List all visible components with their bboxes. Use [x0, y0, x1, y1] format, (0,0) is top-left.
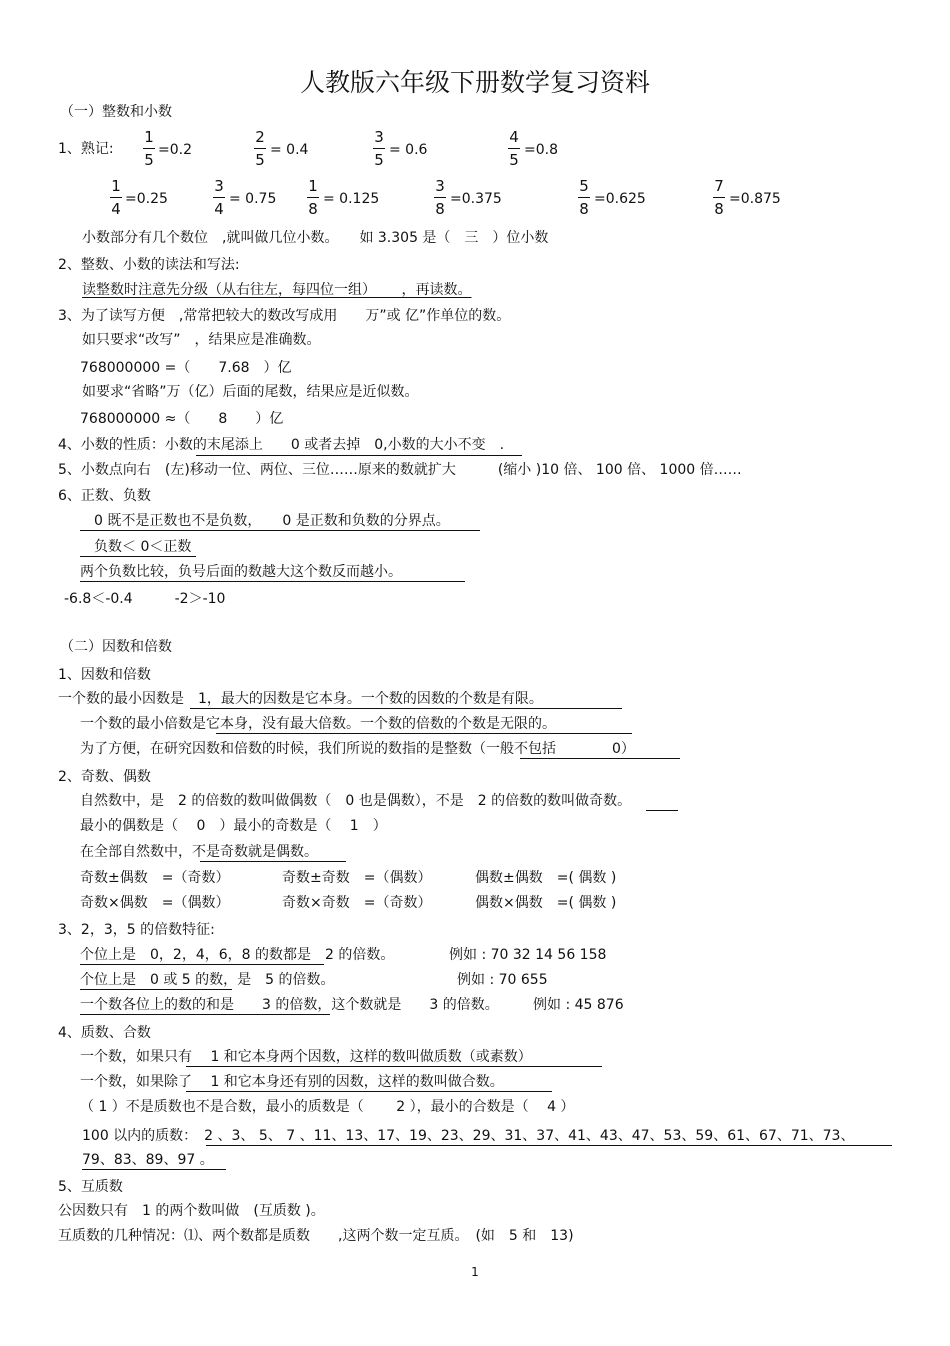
underline — [82, 1169, 226, 1170]
parity-rule: 偶数±偶数 =( 偶数 ) — [475, 870, 617, 886]
underline — [646, 810, 678, 811]
negative-compare-rule: 两个负数比较，负号后面的数越大这个数反而越小。 — [80, 564, 402, 580]
fraction-value: =0.625 — [594, 191, 646, 207]
underline — [216, 733, 632, 734]
multiple-rule: 一个数的最小倍数是它本身，没有最大倍数。一个数的倍数的个数是无限的。 — [80, 716, 556, 732]
fraction: 7 8 — [714, 177, 724, 218]
parity-rule: 奇数×偶数 =（偶数） — [80, 895, 230, 911]
underline — [80, 964, 324, 965]
compare-example: -6.8＜-0.4 -2＞-10 — [64, 591, 226, 607]
multiple-of-5-rule: 个位上是 0 或 5 的数，是 5 的倍数。 — [80, 972, 335, 988]
fraction-value: =0.875 — [729, 191, 781, 207]
underline — [520, 758, 680, 759]
coprime-heading: 5、互质数 — [58, 1179, 123, 1195]
fraction-value: =0.2 — [158, 142, 192, 158]
item-6-heading: 6、正数、负数 — [58, 488, 151, 504]
fraction: 1 8 — [308, 177, 318, 218]
fraction-value: =0.25 — [125, 191, 168, 207]
reading-rule: 读整数时注意先分级（从右往左，每四位一组） ，再读数。 — [82, 282, 472, 298]
odd-even-definition: 自然数中，是 2 的倍数的数叫做偶数（ 0 也是偶数），不是 2 的倍数的数叫做奇数。 — [80, 793, 632, 809]
parity-rule: 奇数×奇数 =（奇数） — [282, 895, 432, 911]
integer-scope-note: 为了方便，在研究因数和倍数的时候，我们所说的数指的是整数（一般不包括 0） — [80, 741, 635, 757]
multiple-of-2-example: 例如 : 70 32 14 56 158 — [449, 947, 607, 963]
fraction-value: =0.375 — [450, 191, 502, 207]
underline — [186, 1091, 552, 1092]
fraction: 3 5 — [374, 128, 384, 169]
item-1-label: 1、熟记: — [58, 141, 114, 157]
omit-rule: 如要求“省略”万（亿）后面的尾数，结果应是近似数。 — [82, 384, 419, 400]
multiple-of-3-example: 例如 : 45 876 — [533, 997, 624, 1013]
underline — [200, 861, 346, 862]
fraction-value: = 0.75 — [229, 191, 277, 207]
prime-composite-heading: 4、质数、合数 — [58, 1025, 151, 1041]
rewrite-rule: 如只要求“改写” ，结果应是准确数。 — [82, 332, 321, 348]
factor-heading: 1、因数和倍数 — [58, 667, 151, 683]
odd-even-heading: 2、奇数、偶数 — [58, 769, 151, 785]
composite-definition: 一个数，如果除了 1 和它本身还有别的因数，这样的数叫做合数。 — [80, 1074, 504, 1090]
parity-rule: 偶数×偶数 =( 偶数 ) — [475, 895, 617, 911]
negative-zero-positive: 负数＜ 0＜正数 — [80, 539, 192, 555]
fraction: 5 8 — [579, 177, 589, 218]
decimal-places-note: 小数部分有几个数位 ,就叫做几位小数。 如 3.305 是（ 三 ）位小数 — [82, 230, 549, 246]
smallest-odd-even: 最小的偶数是（ 0 ）最小的奇数是（ 1 ） — [80, 818, 387, 834]
underline — [80, 530, 480, 531]
section-1-heading: （一）整数和小数 — [60, 104, 172, 120]
rewrite-example: 768000000 =（ 7.68 ）亿 — [80, 360, 292, 376]
multiples-235-heading: 3、2，3，5 的倍数特征: — [58, 922, 215, 938]
fraction: 1 4 — [111, 177, 121, 218]
underline — [80, 556, 196, 557]
fraction: 1 5 — [144, 128, 154, 169]
multiple-of-3-rule: 一个数各位上的数的和是 3 的倍数，这个数就是 3 的倍数。 — [80, 997, 499, 1013]
coprime-definition: 公因数只有 1 的两个数叫做 (互质数 )。 — [58, 1203, 325, 1219]
fraction: 3 4 — [214, 177, 224, 218]
page-title: 人教版六年级下册数学复习资料 — [299, 68, 650, 97]
fraction-value: = 0.125 — [323, 191, 380, 207]
fraction-value: =0.8 — [524, 142, 558, 158]
underline — [80, 989, 232, 990]
parity-rule: 奇数±偶数 =（奇数） — [80, 870, 230, 886]
underline — [186, 1066, 602, 1067]
underline — [80, 1014, 330, 1015]
underline — [206, 1145, 892, 1146]
factor-rule: 一个数的最小因数是 1，最大的因数是它本身。一个数的因数的个数是有限。 — [58, 691, 543, 707]
parity-rule: 奇数±奇数 =（偶数） — [282, 870, 432, 886]
item-3-heading: 3、为了读写方便 ,常常把较大的数改写成用 万”或 亿”作单位的数。 — [58, 308, 511, 324]
section-2-heading: （二）因数和倍数 — [60, 639, 172, 655]
multiple-of-5-example: 例如 : 70 655 — [457, 972, 548, 988]
fraction-value: = 0.6 — [389, 142, 428, 158]
natural-number-note: 在全部自然数中，不是奇数就是偶数。 — [80, 844, 318, 860]
underline — [80, 581, 465, 582]
underline — [190, 708, 622, 709]
multiple-of-2-rule: 个位上是 0，2，4，6，8 的数都是 2 的倍数。 — [80, 947, 395, 963]
item-4-decimal-property: 4、小数的性质：小数的末尾添上 0 或者去掉 0,小数的大小不变 . — [58, 437, 505, 453]
zero-rule: 0 既不是正数也不是负数， 0 是正数和负数的分界点。 — [80, 513, 450, 529]
fraction: 4 5 — [509, 128, 519, 169]
fraction-value: = 0.4 — [270, 142, 309, 158]
omit-example: 768000000 ≈（ 8 ）亿 — [80, 411, 284, 427]
smallest-prime-composite: （ 1 ）不是质数也不是合数，最小的质数是（ 2 ），最小的合数是（ 4 ） — [80, 1099, 575, 1115]
coprime-cases: 互质数的几种情况：⑴、两个数都是质数 ,这两个数一定互质。 (如 5 和 13) — [58, 1228, 574, 1244]
page-number: 1 — [471, 1265, 479, 1279]
prime-definition: 一个数，如果只有 1 和它本身两个因数，这样的数叫做质数（或素数） — [80, 1049, 532, 1065]
fraction: 3 8 — [435, 177, 445, 218]
item-5-decimal-point: 5、小数点向右 (左)移动一位、两位、三位……原来的数就扩大 (缩小 )10 倍、 100 倍、 1000 倍…… — [58, 462, 742, 478]
item-2-heading: 2、整数、小数的读法和写法: — [58, 257, 240, 273]
underline — [196, 455, 522, 456]
primes-under-100: 100 以内的质数： 2 、3、 5、 7 、11、13、17、19、23、29、31、37、41、43、47、53、59、61、67、71、73、 — [82, 1128, 855, 1144]
fraction: 2 5 — [255, 128, 265, 169]
primes-under-100-cont: 79、83、89、97 。 — [82, 1152, 214, 1168]
